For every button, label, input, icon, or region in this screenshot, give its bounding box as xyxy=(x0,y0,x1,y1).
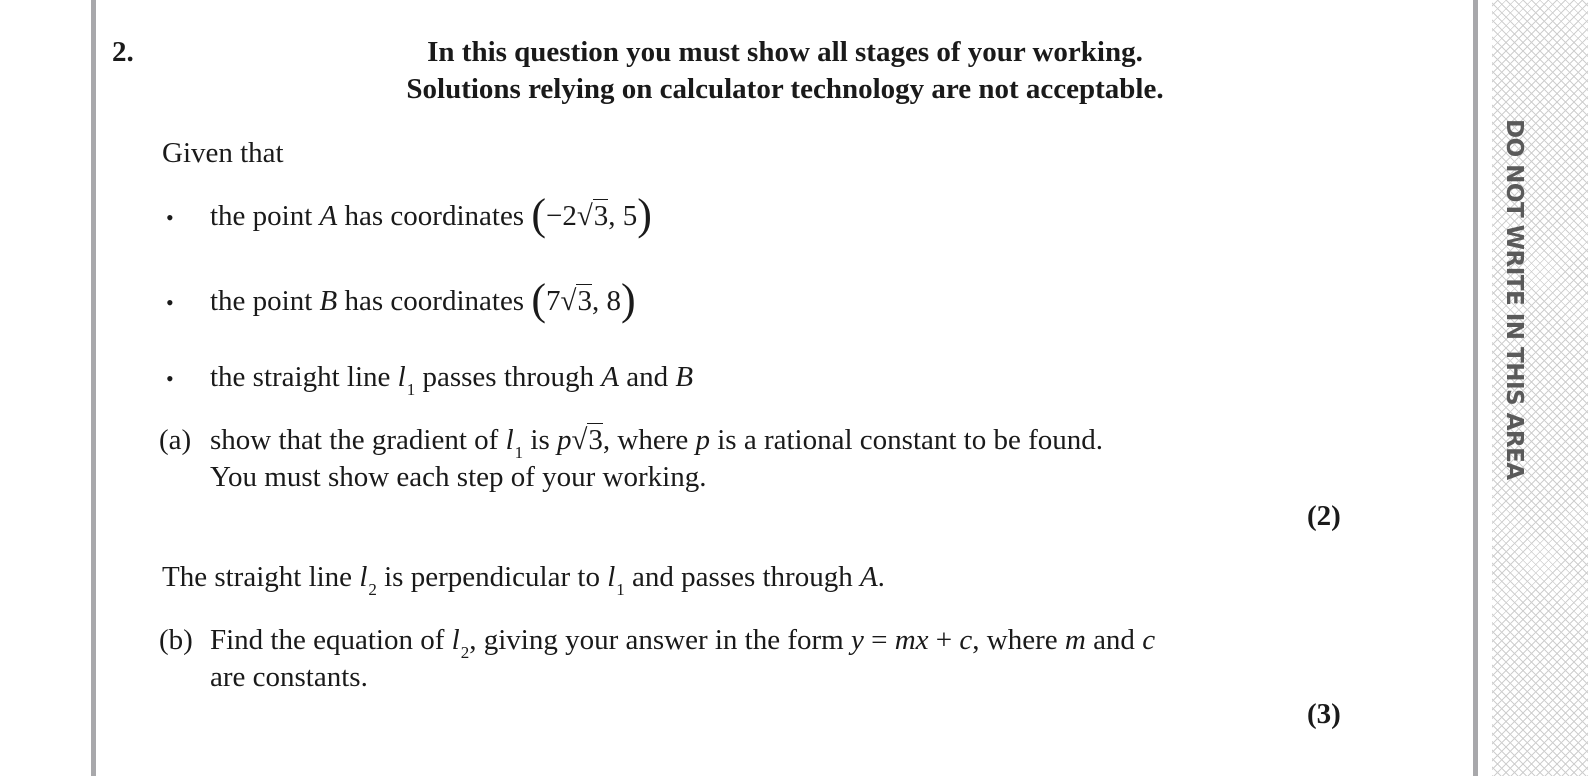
given-that: Given that xyxy=(162,137,284,169)
instruction-line-2: Solutions relying on calculator technology are not acceptable. xyxy=(406,73,1164,105)
part-a-marks: (2) xyxy=(1307,500,1341,532)
left-page-border xyxy=(91,0,96,776)
l2-statement: The straight line $l_2$ is perpendicular to $l_1$ and passes through A. xyxy=(162,561,885,599)
part-b-marks: (3) xyxy=(1307,698,1341,730)
bullet-marker: • xyxy=(166,366,174,391)
question-number: 2. xyxy=(112,36,134,68)
part-a-line2: You must show each step of your working. xyxy=(210,461,707,493)
bullet-line-l1: the straight line $l_1$ passes through A and B xyxy=(210,361,694,399)
margin-warning-label: DO NOT WRITE IN THIS AREA xyxy=(1501,119,1527,480)
part-a-label: (a) xyxy=(159,424,192,456)
part-a-text: show that the gradient of $l_1$ is p√3, where p is a rational constant to be found. xyxy=(210,424,1104,462)
right-page-border xyxy=(1473,0,1478,776)
part-b-line2: are constants. xyxy=(210,661,368,693)
instruction-line-1: In this question you must show all stages of your working. xyxy=(427,36,1143,68)
part-b-label: (b) xyxy=(159,624,193,656)
bullet-marker: • xyxy=(166,290,174,315)
bullet-point-b: the point B has coordinates (7√3, 8) xyxy=(210,275,636,324)
part-b-text: Find the equation of $l_2$, giving your answer in the form y = mx + c, where m and c xyxy=(210,624,1156,662)
bullet-point-a: the point A has coordinates (−2√3, 5) xyxy=(210,190,652,239)
bullet-marker: • xyxy=(166,205,174,230)
